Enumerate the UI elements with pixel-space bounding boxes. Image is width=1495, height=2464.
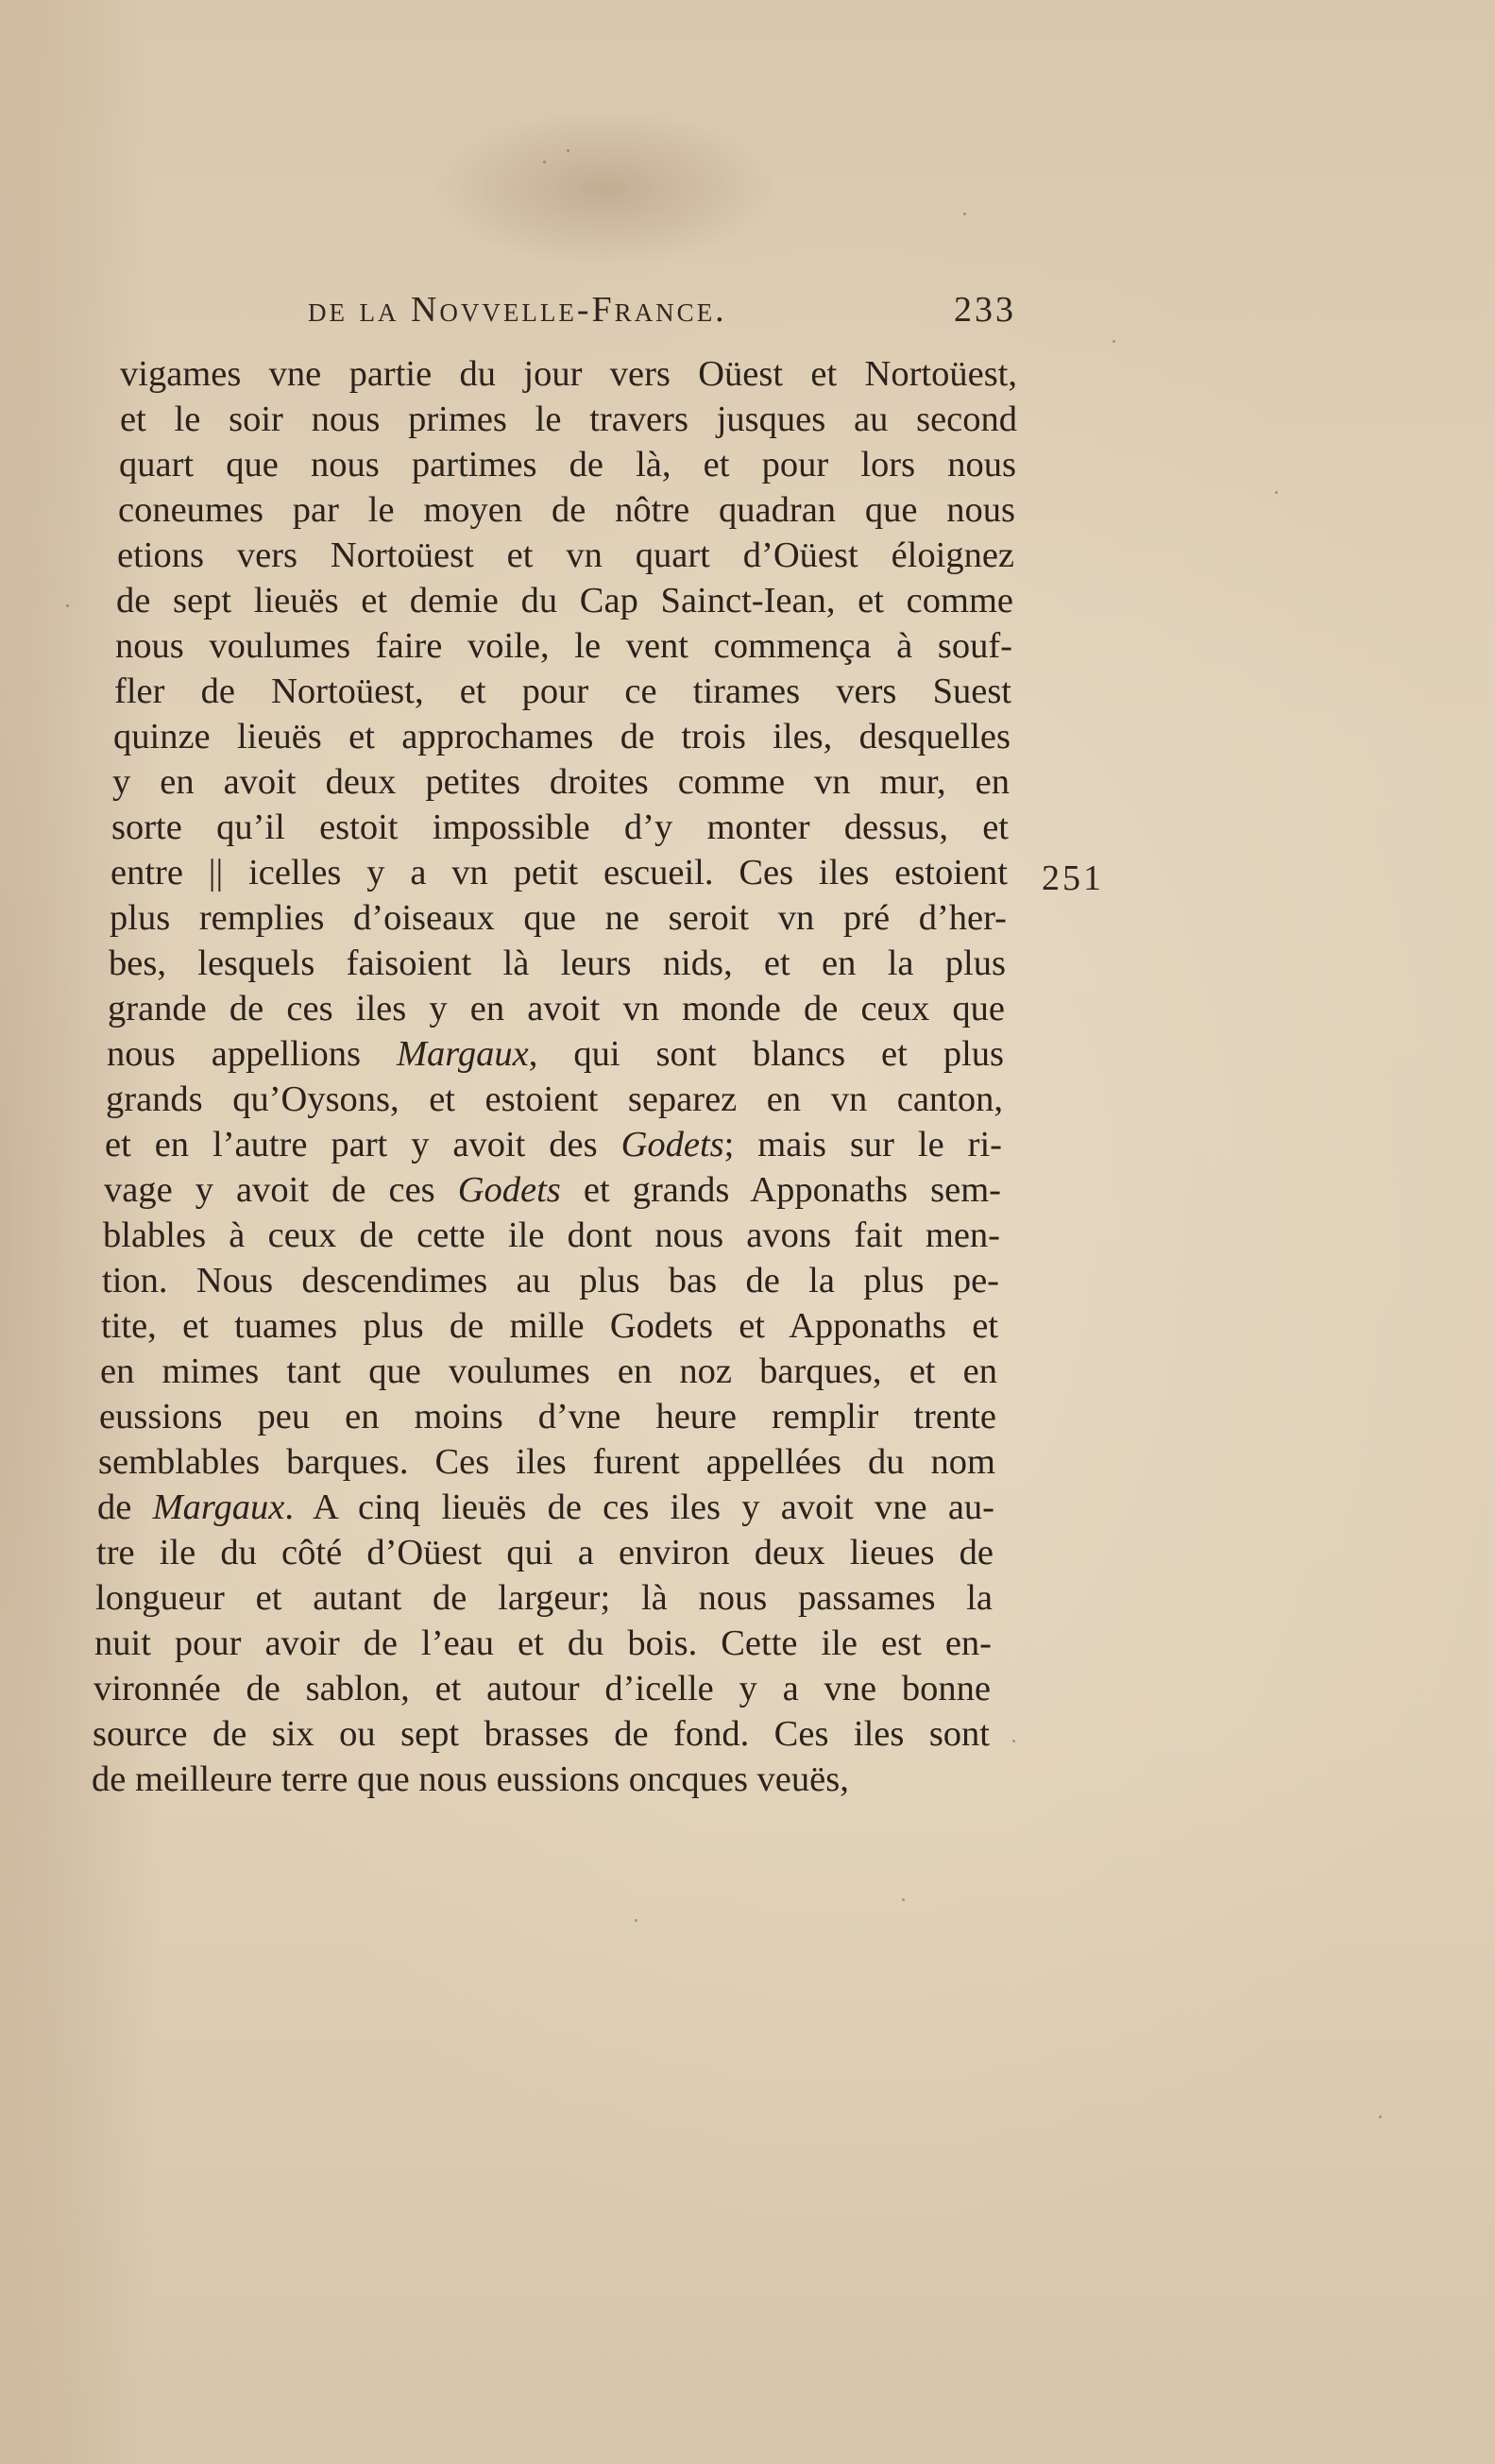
text-line: bes, lesquels faisoient là leurs nids, et en la plus xyxy=(109,943,1006,983)
text-line: de meilleure terre que nous eussions oncques veuës, xyxy=(92,1759,849,1799)
text-line: tre ile du côté d’Oüest qui a environ deux lieues de xyxy=(96,1533,994,1572)
text-line: source de six ou sept brasses de fond. Ces iles sont xyxy=(93,1714,990,1754)
text-line: et en l’autre part y avoit des Godets; mais sur le ri- xyxy=(105,1125,1002,1164)
text-line: nous appellions Margaux, qui sont blancs et plus xyxy=(107,1034,1005,1074)
text-line: eussions peu en moins d’vne heure remplir trente xyxy=(99,1397,996,1436)
paper-speck xyxy=(1275,491,1278,494)
page-number: 233 xyxy=(954,290,1016,330)
running-title: de la Novvelle-France. xyxy=(308,290,727,330)
text-line: vironnée de sablon, et autour d’icelle y a vne bonne xyxy=(93,1669,991,1708)
paper-speck xyxy=(1012,1740,1015,1742)
text-line: tite, et tuames plus de mille Godets et Apponaths et xyxy=(101,1306,998,1346)
text-line: semblables barques. Ces iles furent appellées du nom xyxy=(98,1442,995,1482)
text-line: vigames vne partie du jour vers Oüest et Nortoüest, xyxy=(120,354,1017,394)
text-line: en mimes tant que voulumes en noz barques, et en xyxy=(100,1351,997,1391)
text-line: de Margaux. A cinq lieuës de ces iles y avoit vne au- xyxy=(97,1487,994,1527)
text-line: grands qu’Oysons, et estoient separez en vn canton, xyxy=(106,1079,1003,1119)
text-line: etions vers Nortoüest et vn quart d’Oüest éloignez xyxy=(117,535,1014,575)
text-line: tion. Nous descendimes au plus bas de la plus pe- xyxy=(102,1261,999,1300)
paper-speck xyxy=(567,149,569,152)
paper-speck xyxy=(1379,2116,1382,2118)
text-line: fler de Nortoüest, et pour ce tirames vers Suest xyxy=(114,671,1011,711)
text-line: de sept lieuës et demie du Cap Sainct-Iean, et comme xyxy=(116,581,1013,620)
body-text xyxy=(90,351,1025,1825)
text-line: nuit pour avoir de l’eau et du bois. Cette ile est en- xyxy=(94,1623,992,1663)
text-line: longueur et autant de largeur; là nous passames la xyxy=(95,1578,993,1618)
text-line: vage y avoit de ces Godets et grands Apponaths sem- xyxy=(104,1170,1002,1210)
paper-speck xyxy=(543,161,546,163)
text-line: plus remplies d’oiseaux que ne seroit vn pré d’her- xyxy=(110,898,1007,938)
text-line: quart que nous partimes de là, et pour lors nous xyxy=(119,445,1016,484)
text-line: entre || icelles y a vn petit escueil. Ces iles estoient xyxy=(110,853,1008,892)
text-line: sorte qu’il estoit impossible d’y monter dessus, et xyxy=(111,807,1009,847)
paper-speck xyxy=(66,604,69,607)
text-line: coneumes par le moyen de nôtre quadran que nous xyxy=(118,490,1015,530)
paper-speck xyxy=(635,1919,637,1922)
text-line: y en avoit deux petites droites comme vn mur, en xyxy=(112,762,1010,802)
text-line: et le soir nous primes le travers jusques au second xyxy=(120,399,1017,439)
paper-speck xyxy=(963,212,966,215)
paper-speck xyxy=(902,1898,905,1901)
text-line: quinze lieuës et approchames de trois iles, desquelles xyxy=(113,717,1011,756)
margin-page-reference: 251 xyxy=(1042,858,1104,898)
text-line: blables à ceux de cette ile dont nous avons fait men- xyxy=(103,1215,1000,1255)
text-line: nous voulumes faire voile, le vent commença à souf- xyxy=(115,626,1012,666)
paper-speck xyxy=(1113,340,1115,343)
running-head xyxy=(308,289,1016,334)
text-line: grande de ces iles y en avoit vn monde de ceux que xyxy=(108,989,1005,1028)
